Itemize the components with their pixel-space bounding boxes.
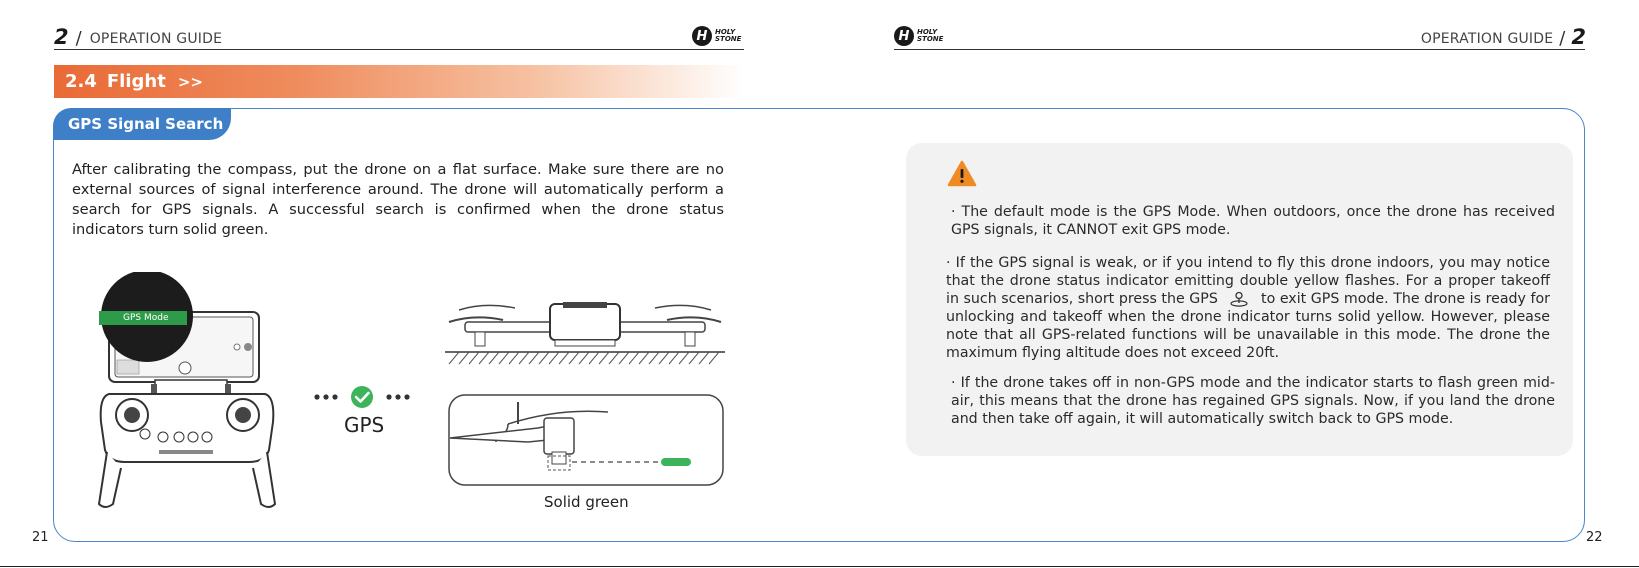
- gps-status-indicator: [312, 384, 412, 410]
- section-number: 2.4: [65, 71, 97, 92]
- warning-icon: [947, 160, 977, 187]
- header-slash: /: [75, 28, 82, 49]
- header-slash: /: [1559, 28, 1566, 49]
- header-rule-right: [894, 49, 1585, 50]
- page-number-left: 21: [32, 530, 49, 545]
- holy-stone-logo-icon: H: [692, 26, 712, 46]
- remote-controller-illustration: [95, 272, 280, 512]
- notice-paragraph-3: · If the drone takes off in non-GPS mode and the indicator starts to flash green mid-air, this means that the drone has regained GPS signals. Now, if you land the drone and then take off again, it will automatically switch back to GPS mode.: [951, 375, 1555, 427]
- indicator-closeup-illustration: [448, 394, 724, 486]
- bottom-rule: [0, 566, 1639, 567]
- brand-logo-left: H HOLY STONE: [692, 26, 741, 46]
- section-banner: [54, 65, 744, 98]
- holy-stone-logo-icon: H: [894, 26, 914, 46]
- header-left: [54, 25, 744, 49]
- notice-paragraph-1: · The default mode is the GPS Mode. When outdoors, once the drone has received GPS signals, it CANNOT exit GPS mode.: [951, 204, 1555, 238]
- header-right: [1300, 25, 1585, 49]
- chapter-number: 2: [54, 25, 68, 49]
- chapter-number: 2: [1571, 25, 1585, 49]
- gps-mode-badge: GPS Mode: [99, 311, 187, 325]
- brand-logo-right: H HOLY STONE: [894, 26, 943, 46]
- header-title: OPERATION GUIDE: [89, 31, 223, 47]
- header-title: OPERATION GUIDE: [1420, 31, 1554, 47]
- gps-mode-button-icon: [1228, 291, 1250, 307]
- drone-on-ground-illustration: [445, 300, 725, 372]
- notice-paragraph-2: · If the GPS signal is weak, or if you intend to fly this drone indoors, you may notice that the drone status indicator emitting double yellow flashes. For a proper takeoff in such scenarios, short press the GPS to exit GPS mode. The drone is ready for unlocking and takeoff when the drone indicator turns solid yellow. However, please note that all GPS-related functions will be unavailable in this mode. The drone the maximum flying altitude does not exceed 20ft.: [946, 255, 1550, 361]
- intro-paragraph: After calibrating the compass, put the drone on a flat surface. Make sure there are no external sources of signal interference around. The drone will automatically perform a search for GPS signals. A successful search is confirmed when the drone status indicators turn solid green.: [72, 161, 724, 238]
- gps-label: GPS: [344, 413, 385, 437]
- section-title: Flight: [106, 71, 166, 92]
- header-rule-left: [54, 49, 744, 50]
- solid-green-caption: Solid green: [544, 493, 629, 511]
- subsection-tab: GPS Signal Search: [53, 108, 231, 140]
- section-arrows: >>: [177, 72, 203, 91]
- page-number-right: 22: [1586, 530, 1603, 545]
